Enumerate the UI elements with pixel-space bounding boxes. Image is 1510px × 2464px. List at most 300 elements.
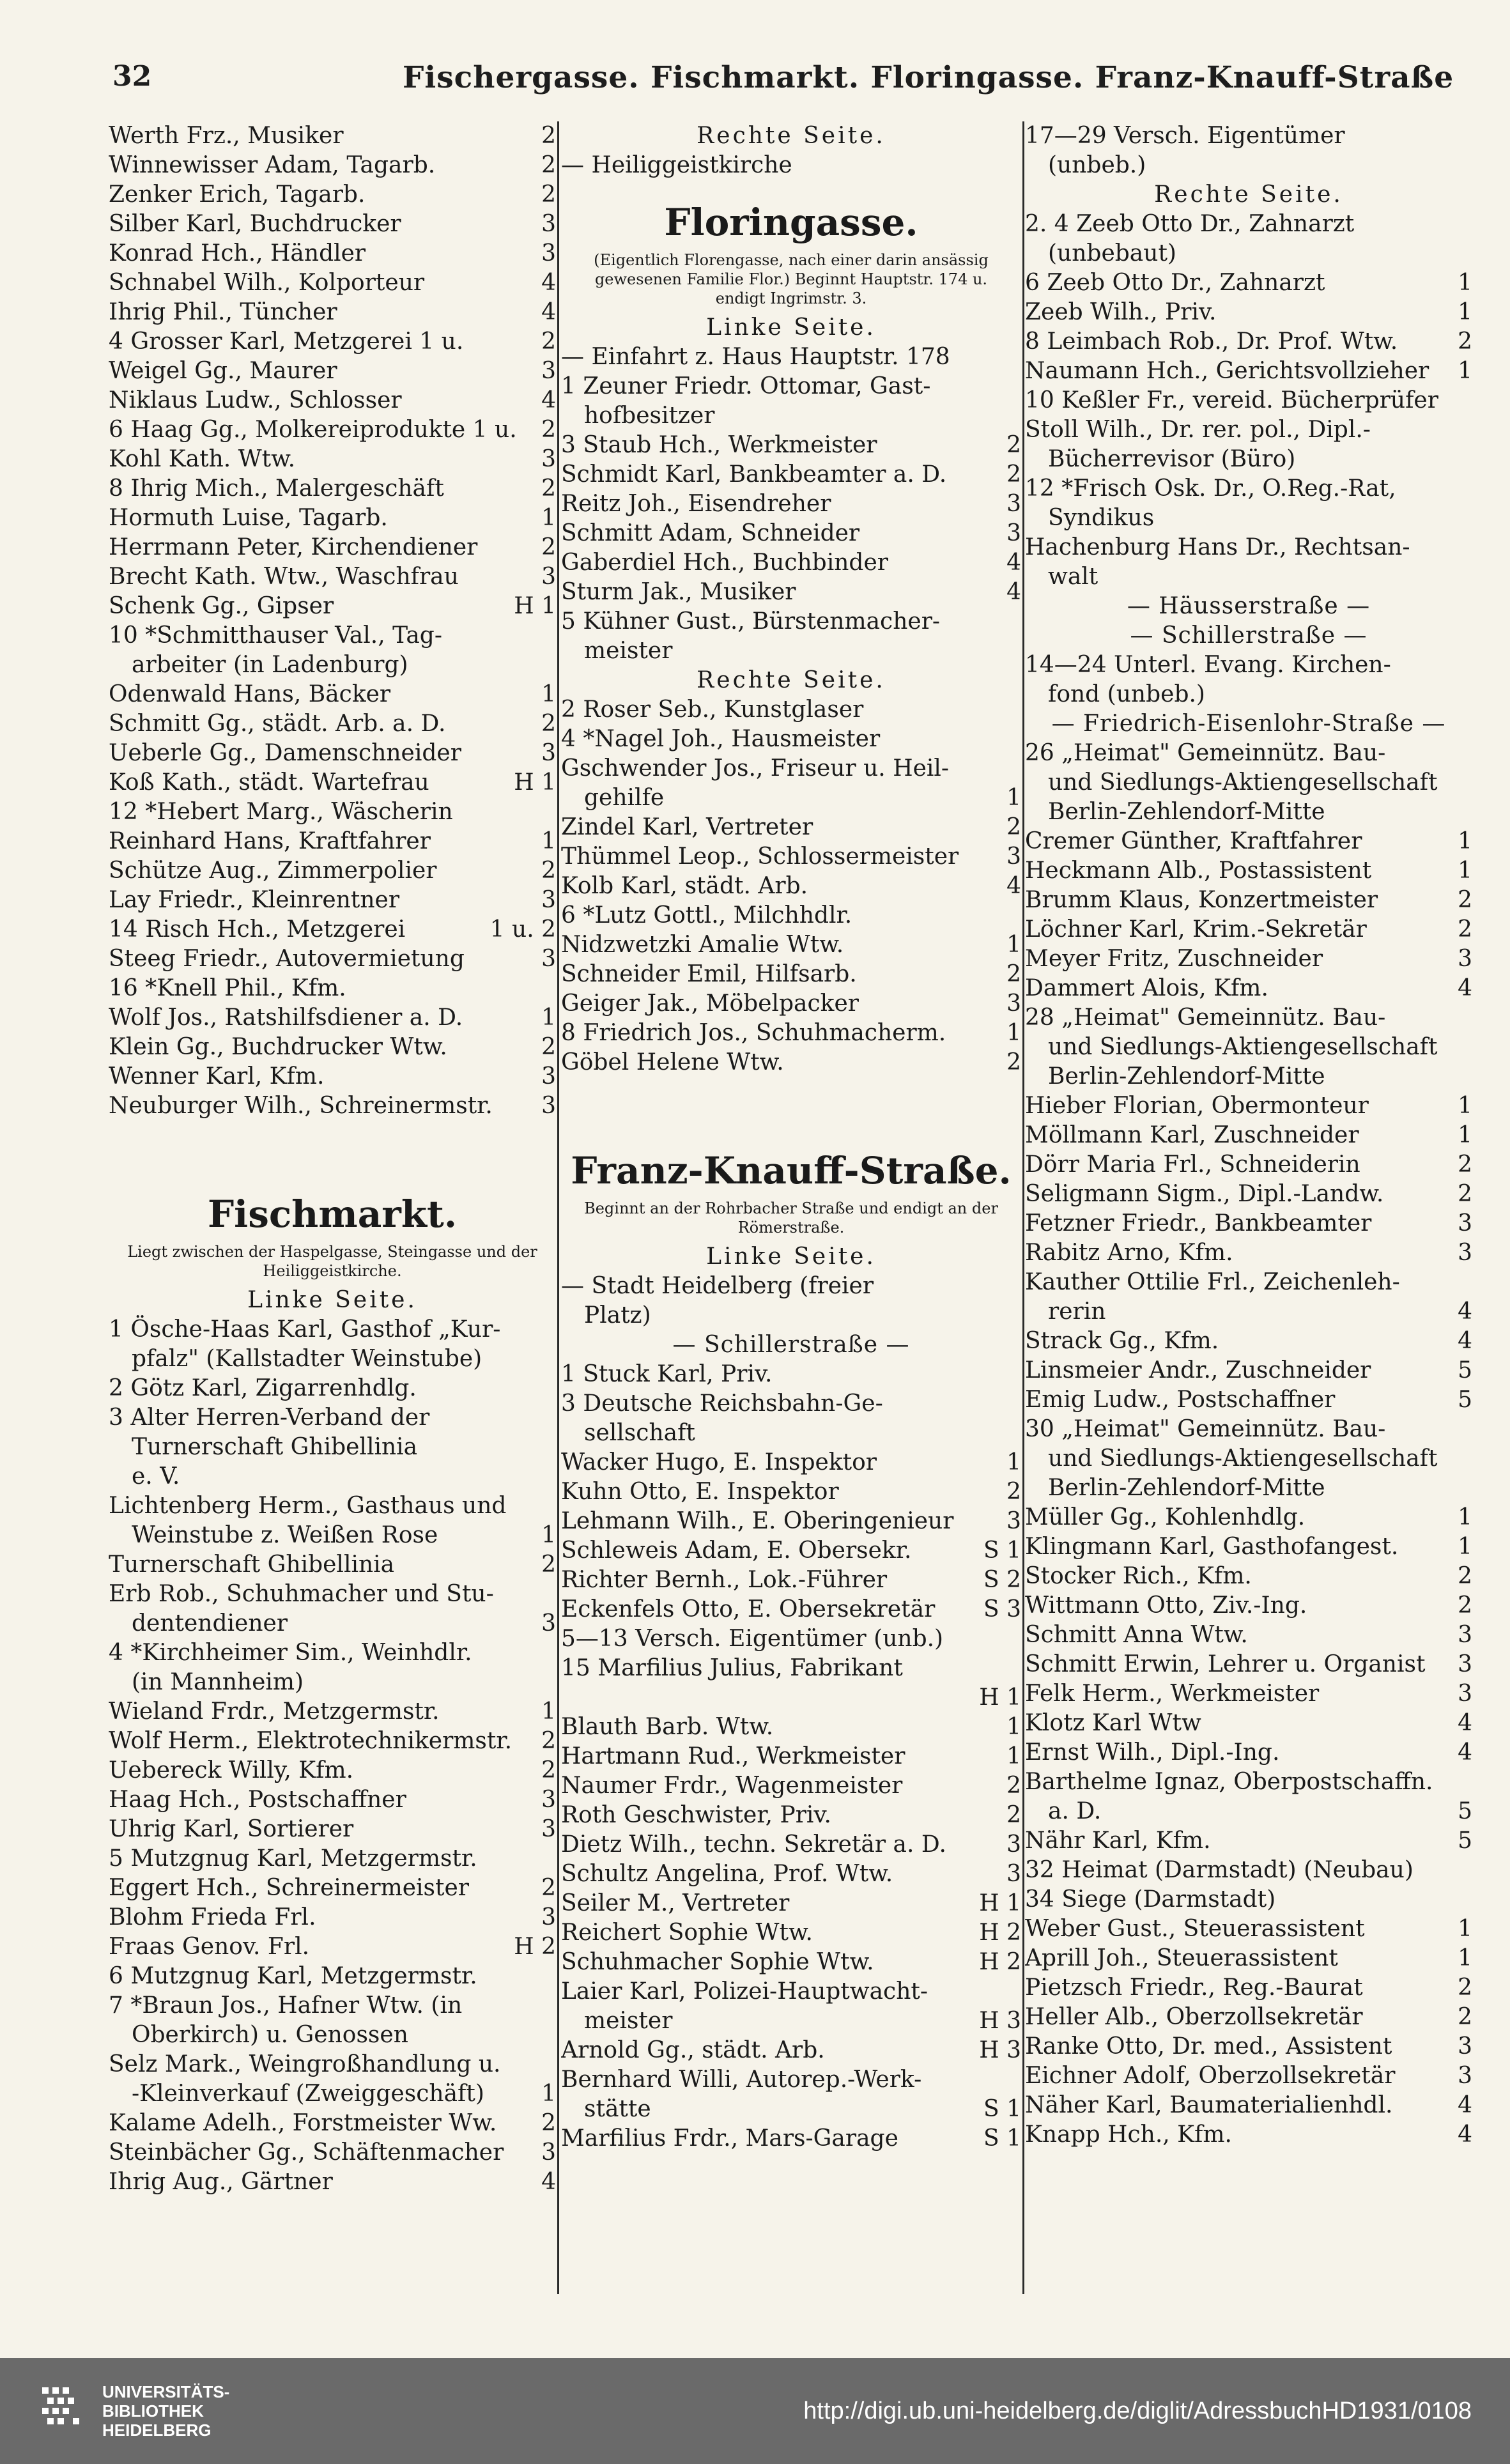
- directory-entry: [561, 1948, 1021, 1977]
- floor-number: H 2: [514, 1934, 556, 1960]
- directory-entry: [1025, 944, 1472, 974]
- directory-entry: [109, 1003, 556, 1033]
- entry-text: Kuhn Otto, E. Inspektor: [561, 1479, 839, 1505]
- entry-text: Kalame Adelh., Forstmeister Ww.: [109, 2110, 497, 2136]
- entry-text: Fraas Genov. Frl.: [109, 1934, 310, 1960]
- entry-continuation: [561, 636, 1021, 666]
- directory-entry: [561, 813, 1021, 842]
- entry-text: Hartmann Rud., Werkmeister: [561, 1743, 905, 1769]
- entry-text: Göbel Helene Wtw.: [561, 1049, 784, 1075]
- entry-text: 7 *Braun Jos., Hafner Wtw. (in: [109, 1992, 463, 2019]
- entry-text: Wieland Frdr., Metzgermstr.: [109, 1698, 440, 1725]
- entry-text: Uebereck Willy, Kfm.: [109, 1757, 354, 1783]
- entry-text: Schnabel Wilh., Kolporteur: [109, 270, 425, 296]
- floor-number: 3: [1458, 946, 1472, 972]
- directory-entry: [561, 1830, 1021, 1860]
- floor-number: 3: [541, 740, 556, 766]
- entry-text: Hormuth Luise, Tagarb.: [109, 505, 388, 531]
- entry-text: Ihrig Phil., Tüncher: [109, 299, 337, 325]
- street-side-label: [109, 1286, 556, 1315]
- floor-number: 2: [1006, 1479, 1021, 1505]
- directory-entry: [1025, 327, 1472, 357]
- directory-entry: [561, 725, 1021, 754]
- directory-entry: [1025, 1562, 1472, 1591]
- entry-continuation: [109, 1462, 556, 1491]
- entry-text: — Friedrich-Eisenlohr-Straße —: [1051, 711, 1446, 737]
- entry-text: Weber Gust., Steuerassistent: [1025, 1916, 1365, 1942]
- floor-number: H 3: [979, 2008, 1021, 2034]
- directory-entry: [109, 1903, 556, 1932]
- floor-number: 4: [541, 387, 556, 413]
- entry-text: 5 Mutzgnug Karl, Metzgermstr.: [109, 1845, 477, 1872]
- floor-number: 1: [1458, 358, 1472, 384]
- street-description: Liegt zwischen der Haspelgasse, Steingasse und der Heiliggeistkirche.: [127, 1243, 537, 1280]
- directory-entry: [561, 872, 1021, 901]
- entry-text: Weigel Gg., Maurer: [109, 358, 337, 384]
- entry-text: 2. 4 Zeeb Otto Dr., Zahnarzt: [1025, 211, 1355, 237]
- directory-entry: [561, 1536, 1021, 1566]
- entry-text: stätte: [584, 2096, 651, 2122]
- directory-entry: [561, 695, 1021, 725]
- directory-entry: [561, 1801, 1021, 1830]
- directory-entry: [109, 1062, 556, 1091]
- directory-entry: [561, 930, 1021, 960]
- directory-entry: [1025, 1503, 1472, 1532]
- entry-text: 1 Ösche-Haas Karl, Gasthof „Kur-: [109, 1316, 501, 1343]
- cross-street-marker: [1025, 621, 1472, 651]
- entry-text: Rabitz Arno, Kfm.: [1025, 1240, 1233, 1266]
- directory-entry: [109, 445, 556, 474]
- directory-entry: [1025, 533, 1472, 562]
- entry-text: 2 Götz Karl, Zigarrenhdlg.: [109, 1375, 417, 1401]
- entry-text: 34 Siege (Darmstadt): [1025, 1886, 1276, 1913]
- entry-text: Schuhmacher Sophie Wtw.: [561, 1949, 874, 1975]
- floor-number: H 1: [979, 1684, 1021, 1711]
- entry-continuation: [1025, 680, 1472, 709]
- entry-text: Eggert Hch., Schreinermeister: [109, 1875, 470, 1901]
- directory-entry: [1025, 1914, 1472, 1944]
- entry-text: 8 Friedrich Jos., Schuhmacherm.: [561, 1020, 946, 1046]
- entry-text: Reichert Sophie Wtw.: [561, 1920, 813, 1946]
- entry-text: 3 Staub Hch., Werkmeister: [561, 432, 877, 458]
- entry-text: Ueberle Gg., Damenschneider: [109, 740, 461, 766]
- floor-number: 4: [1458, 1328, 1472, 1354]
- entry-text: 12 *Frisch Osk. Dr., O.Reg.-Rat,: [1025, 475, 1396, 502]
- entry-continuation: [561, 783, 1021, 813]
- entry-text: 3 Deutsche Reichsbahn-Ge-: [561, 1390, 883, 1417]
- directory-entry: [1025, 974, 1472, 1003]
- directory-entry: [1025, 886, 1472, 915]
- floor-number: 2: [1006, 1049, 1021, 1075]
- entry-text: arbeiter (in Ladenburg): [132, 652, 408, 678]
- entry-continuation: [1025, 1033, 1472, 1062]
- entry-text: Turnerschaft Ghibellinia: [109, 1552, 395, 1578]
- entry-text: 5—13 Versch. Eigentümer (unb.): [561, 1626, 944, 1652]
- floor-number: 1: [1458, 299, 1472, 325]
- street-description: (Eigentlich Florengasse, nach einer darin ansässig gewesenen Familie Flor.) Beginnt Hauptstr. 174 u. endigt Ingrimstr. 3.: [594, 251, 989, 307]
- floor-number: 2: [1006, 461, 1021, 488]
- directory-entry: [561, 1360, 1021, 1389]
- entry-text: sellschaft: [584, 1420, 695, 1446]
- directory-entry: [561, 2124, 1021, 2153]
- entry-text: 4 *Kirchheimer Sim., Weinhdlr.: [109, 1640, 472, 1666]
- floor-number: S 1: [983, 2125, 1021, 2152]
- university-library-logo-icon: [38, 2383, 88, 2433]
- floor-number: 3: [541, 358, 556, 384]
- directory-entry: [109, 474, 556, 504]
- entry-text: Syndikus: [1048, 505, 1155, 531]
- entry-text: Schneider Emil, Hilfsarb.: [561, 961, 857, 987]
- library-name-line: HEIDELBERG: [102, 2421, 212, 2440]
- entry-text: Müller Gg., Kohlenhdlg.: [1025, 1504, 1306, 1530]
- directory-entry: [561, 754, 1021, 783]
- entry-continuation: [1025, 797, 1472, 827]
- directory-entry: [109, 180, 556, 210]
- directory-entry: [109, 1727, 556, 1756]
- entry-text: 10 Keßler Fr., vereid. Bücherprüfer: [1025, 387, 1438, 413]
- entry-text: Schmitt Erwin, Lehrer u. Organist: [1025, 1651, 1426, 1677]
- floor-number: 1: [541, 505, 556, 531]
- entry-text: -Kleinverkauf (Zweiggeschäft): [132, 2081, 484, 2107]
- floor-number: H 1: [979, 1890, 1021, 1916]
- directory-entry: [109, 1374, 556, 1403]
- directory-entry: [1025, 1738, 1472, 1767]
- directory-entry: [1025, 1826, 1472, 1856]
- entry-continuation: [1025, 1444, 1472, 1474]
- floor-number: 5: [1458, 1357, 1472, 1383]
- directory-entry: [1025, 2091, 1472, 2120]
- entry-text: Heckmann Alb., Postassistent: [1025, 858, 1372, 884]
- floor-number: 2: [541, 417, 556, 443]
- directory-entry: [561, 1566, 1021, 1595]
- entry-text: Heller Alb., Oberzollsekretär: [1025, 2004, 1363, 2030]
- entry-continuation: [561, 1419, 1021, 1448]
- entry-text: 6 Zeeb Otto Dr., Zahnarzt: [1025, 270, 1325, 296]
- floor-number: 1: [1458, 1945, 1472, 1971]
- entry-continuation: [561, 2095, 1021, 2124]
- floor-number: 3: [541, 1063, 556, 1090]
- entry-text: Möllmann Karl, Zuschneider: [1025, 1122, 1359, 1148]
- directory-entry: [561, 1771, 1021, 1801]
- entry-text: Laier Karl, Polizei-Hauptwacht-: [561, 1978, 928, 2005]
- entry-text: 6 Mutzgnug Karl, Metzgermstr.: [109, 1963, 477, 1989]
- entry-text: 10 *Schmitthauser Val., Tag-: [109, 622, 442, 649]
- entry-text: Naumer Frdr., Wagenmeister: [561, 1773, 903, 1799]
- floor-number: 3: [541, 564, 556, 590]
- directory-entry: [561, 2065, 1021, 2095]
- entry-text: Bücherrevisor (Büro): [1048, 446, 1296, 472]
- floor-number: 3: [541, 446, 556, 472]
- directory-entry: [109, 504, 556, 533]
- entry-text: Naumann Hch., Gerichtsvollzieher: [1025, 358, 1429, 384]
- directory-entry: [1025, 1121, 1472, 1150]
- entry-text: Schmitt Anna Wtw.: [1025, 1622, 1248, 1648]
- directory-entry: [1025, 1180, 1472, 1209]
- street-side-label: [561, 1242, 1021, 1272]
- directory-entry: [561, 1624, 1021, 1654]
- entry-text: Barthelme Ignaz, Oberpostschaffn.: [1025, 1769, 1433, 1795]
- directory-entry: [109, 827, 556, 856]
- directory-entry: [109, 1756, 556, 1785]
- source-url-link[interactable]: http://digi.ub.uni-heidelberg.de/diglit/AdressbuchHD1931/0108: [803, 2398, 1472, 2424]
- entry-text: Seiler M., Vertreter: [561, 1890, 790, 1916]
- entry-text: Cremer Günther, Kraftfahrer: [1025, 828, 1362, 854]
- entry-continuation: [561, 1683, 1021, 1713]
- floor-number: S 3: [983, 1596, 1021, 1622]
- directory-entry: [109, 386, 556, 415]
- floor-number: 3: [541, 1610, 556, 1636]
- floor-number: 1: [1006, 1714, 1021, 1740]
- entry-text: Klein Gg., Buchdrucker Wtw.: [109, 1034, 447, 1060]
- entry-text: 16 *Knell Phil., Kfm.: [109, 975, 346, 1001]
- floor-number: 4: [541, 299, 556, 325]
- entry-text: Näher Karl, Baumaterialienhdl.: [1025, 2092, 1393, 2118]
- directory-entry: [1025, 1621, 1472, 1650]
- entry-text: (in Mannheim): [132, 1669, 304, 1695]
- directory-entry: [1025, 121, 1472, 151]
- entry-text: Kolb Karl, städt. Arb.: [561, 873, 808, 899]
- page-number: 32: [112, 60, 152, 93]
- entry-text: Pietzsch Friedr., Reg.-Baurat: [1025, 1975, 1363, 2001]
- floor-number: 2: [1006, 1802, 1021, 1828]
- directory-entry: [109, 1932, 556, 1962]
- directory-entry: [561, 548, 1021, 578]
- floor-number: 2: [541, 858, 556, 884]
- directory-entry: [109, 1815, 556, 1844]
- entry-text: Linsmeier Andr., Zuschneider: [1025, 1357, 1371, 1383]
- directory-entry: [561, 1713, 1021, 1742]
- entry-text: und Siedlungs-Aktiengesellschaft: [1048, 1445, 1438, 1472]
- floor-number: 1: [1006, 1449, 1021, 1475]
- floor-number: 3: [1458, 1210, 1472, 1236]
- directory-entry: [561, 607, 1021, 636]
- floor-number: H 2: [979, 1949, 1021, 1975]
- entry-text: 4 *Nagel Joh., Hausmeister: [561, 726, 881, 752]
- entry-continuation: [1025, 504, 1472, 533]
- floor-number: 1: [1458, 858, 1472, 884]
- entry-continuation: [1025, 1297, 1472, 1327]
- entry-text: meister: [584, 638, 673, 664]
- spacer: [109, 1121, 556, 1191]
- floor-number: 3: [1006, 1508, 1021, 1534]
- floor-number: 2: [1458, 1563, 1472, 1589]
- entry-continuation: [1025, 562, 1472, 592]
- directory-entry: [109, 856, 556, 886]
- floor-number: S 1: [983, 2096, 1021, 2122]
- directory-entry: [1025, 739, 1472, 768]
- entry-text: 4 Grosser Karl, Metzgerei 1 u.: [109, 328, 464, 355]
- directory-entry: [109, 1962, 556, 1991]
- entry-continuation: [109, 1433, 556, 1462]
- entry-text: Steeg Friedr., Autovermietung: [109, 946, 465, 972]
- floor-number: 3: [541, 240, 556, 266]
- entry-text: Richter Bernh., Lok.-Führer: [561, 1567, 888, 1593]
- directory-entry: [561, 2036, 1021, 2065]
- entry-continuation: [1025, 1474, 1472, 1503]
- entry-text: Thümmel Leop., Schlossermeister: [561, 843, 959, 870]
- entry-text: Sturm Jak., Musiker: [561, 579, 796, 605]
- directory-entry: [1025, 474, 1472, 504]
- directory-entry: [561, 431, 1021, 460]
- directory-entry: [561, 1742, 1021, 1771]
- floor-number: 3: [541, 946, 556, 972]
- entry-text: Nidzwetzki Amalie Wtw.: [561, 932, 844, 958]
- directory-entry: [109, 415, 556, 445]
- directory-entry: [561, 1272, 1021, 1301]
- street-side-label: [1025, 180, 1472, 210]
- entry-text: Erb Rob., Schuhmacher und Stu-: [109, 1581, 494, 1607]
- entry-text: Weinstube z. Weißen Rose: [132, 1522, 438, 1548]
- entry-text: Blohm Frieda Frl.: [109, 1904, 316, 1930]
- entry-text: 14—24 Unterl. Evang. Kirchen-: [1025, 652, 1391, 678]
- floor-number: 2: [541, 1757, 556, 1783]
- entry-text: Rechte Seite.: [697, 123, 886, 149]
- entry-text: Schütze Aug., Zimmerpolier: [109, 858, 437, 884]
- directory-entry: [109, 533, 556, 562]
- entry-continuation: [1025, 768, 1472, 797]
- entry-text: Steinbächer Gg., Schäftenmacher: [109, 2139, 504, 2166]
- directory-entry: [561, 1477, 1021, 1507]
- floor-number: H 3: [979, 2037, 1021, 2063]
- floor-number: 5: [1458, 1828, 1472, 1854]
- entry-text: 6 Haag Gg., Molkereiprodukte 1 u.: [109, 417, 517, 443]
- entry-text: Kauther Ottilie Frl., Zeichenleh-: [1025, 1269, 1400, 1295]
- directory-entry: [109, 1550, 556, 1580]
- column-left: [109, 121, 556, 2307]
- floor-number: 2: [1006, 1773, 1021, 1799]
- entry-text: — Häusserstraße —: [1127, 593, 1371, 619]
- entry-text: gehilfe: [584, 785, 665, 811]
- directory-entry: [109, 562, 556, 592]
- entry-continuation: [561, 2006, 1021, 2036]
- entry-text: 1 Stuck Karl, Priv.: [561, 1361, 773, 1387]
- entry-text: Gaberdiel Hch., Buchbinder: [561, 550, 888, 576]
- floor-number: 1: [1006, 1743, 1021, 1769]
- directory-entry: [561, 489, 1021, 519]
- entry-continuation: [109, 2079, 556, 2109]
- directory-entry: [109, 1638, 556, 1668]
- floor-number: 3: [541, 2139, 556, 2166]
- entry-text: Knapp Hch., Kfm.: [1025, 2121, 1232, 2148]
- directory-entry: [561, 1654, 1021, 1683]
- floor-number: 2: [1458, 1592, 1472, 1619]
- entry-text: meister: [584, 2008, 673, 2034]
- directory-entry: [109, 680, 556, 709]
- directory-entry: [109, 2109, 556, 2138]
- entry-text: Schmidt Karl, Bankbeamter a. D.: [561, 461, 947, 488]
- entry-text: Reinhard Hans, Kraftfahrer: [109, 828, 431, 854]
- entry-text: Arnold Gg., städt. Arb.: [561, 2037, 825, 2063]
- entry-text: Rechte Seite.: [697, 667, 886, 693]
- entry-text: (unbeb.): [1048, 152, 1146, 178]
- entry-text: Berlin-Zehlendorf-Mitte: [1048, 1063, 1325, 1090]
- entry-text: — Einfahrt z. Haus Hauptstr. 178: [561, 344, 950, 370]
- entry-text: Ranke Otto, Dr. med., Assistent: [1025, 2033, 1392, 2060]
- entry-text: Wittmann Otto, Ziv.-Ing.: [1025, 1592, 1307, 1619]
- directory-entry: [109, 121, 556, 151]
- directory-entry: [109, 797, 556, 827]
- directory-entry: [561, 1448, 1021, 1477]
- floor-number: 2: [541, 2110, 556, 2136]
- floor-number: 3: [541, 1787, 556, 1813]
- entry-text: Eckenfels Otto, E. Obersekretär: [561, 1596, 936, 1622]
- entry-text: 28 „Heimat" Gemeinnütz. Bau-: [1025, 1005, 1386, 1031]
- entry-continuation: [561, 1301, 1021, 1330]
- entry-continuation: [1025, 151, 1472, 180]
- directory-entry: [109, 592, 556, 621]
- floor-number: 2: [541, 328, 556, 355]
- directory-entry: [561, 1977, 1021, 2006]
- directory-entry: [109, 2138, 556, 2168]
- directory-entry: [561, 901, 1021, 930]
- directory-entry: [561, 989, 1021, 1019]
- directory-entry: [561, 343, 1021, 372]
- entry-text: Klingmann Karl, Gasthofangest.: [1025, 1534, 1399, 1560]
- entry-text: Schenk Gg., Gipser: [109, 593, 334, 619]
- entry-text: Stoll Wilh., Dr. rer. pol., Dipl.-: [1025, 417, 1371, 443]
- entry-text: — Schillerstraße —: [672, 1332, 910, 1358]
- floor-number: H 2: [979, 1920, 1021, 1946]
- floor-number: 2: [1458, 328, 1472, 355]
- directory-entry: [1025, 856, 1472, 886]
- entry-continuation: [109, 2021, 556, 2050]
- entry-text: Wolf Jos., Ratshilfsdiener a. D.: [109, 1005, 463, 1031]
- entry-text: Berlin-Zehlendorf-Mitte: [1048, 1475, 1325, 1501]
- floor-number: 2: [1458, 1181, 1472, 1207]
- column-divider: [1022, 121, 1024, 2294]
- directory-entry: [561, 1860, 1021, 1889]
- entry-text: Marfilius Frdr., Mars-Garage: [561, 2125, 898, 2152]
- floor-number: 2: [541, 152, 556, 178]
- floor-number: 1: [1006, 1020, 1021, 1046]
- floor-number: 3: [1006, 843, 1021, 870]
- directory-entry: [561, 151, 1021, 180]
- entry-text: Uhrig Karl, Sortierer: [109, 1816, 354, 1842]
- entry-text: Schultz Angelina, Prof. Wtw.: [561, 1861, 893, 1887]
- entry-text: Aprill Joh., Steuerassistent: [1025, 1945, 1338, 1971]
- directory-entry: [109, 1697, 556, 1727]
- floor-number: 1: [1458, 1122, 1472, 1148]
- entry-continuation: [109, 1668, 556, 1697]
- directory-entry: [1025, 2032, 1472, 2061]
- floor-number: 3: [1006, 520, 1021, 546]
- directory-entry: [1025, 1327, 1472, 1356]
- entry-text: Felk Herm., Werkmeister: [1025, 1681, 1320, 1707]
- entry-text: Wacker Hugo, E. Inspektor: [561, 1449, 877, 1475]
- directory-entry: [1025, 1209, 1472, 1238]
- spacer: [561, 1077, 1021, 1148]
- directory-entry: [109, 1033, 556, 1062]
- floor-number: 3: [1458, 1240, 1472, 1266]
- floor-number: 1: [1458, 270, 1472, 296]
- directory-entry: [561, 1048, 1021, 1077]
- running-header: [0, 56, 1510, 107]
- directory-entry: [561, 1918, 1021, 1948]
- directory-entry: [1025, 1885, 1472, 1914]
- entry-text: a. D.: [1048, 1798, 1102, 1824]
- entry-text: Löchner Karl, Krim.-Sekretär: [1025, 916, 1367, 943]
- entry-text: Lichtenberg Herm., Gasthaus und: [109, 1493, 507, 1519]
- entry-text: 5 Kühner Gust., Bürstenmacher-: [561, 608, 941, 635]
- floor-number: H 1: [514, 769, 556, 796]
- entry-text: Geiger Jak., Möbelpacker: [561, 990, 859, 1017]
- entry-text: Linke Seite.: [706, 1244, 876, 1270]
- floor-number: 2: [541, 711, 556, 737]
- directory-entry: [109, 1491, 556, 1521]
- entry-text: Konrad Hch., Händler: [109, 240, 366, 266]
- floor-number: 3: [541, 211, 556, 237]
- entry-text: Oberkirch) u. Genossen: [132, 2022, 408, 2048]
